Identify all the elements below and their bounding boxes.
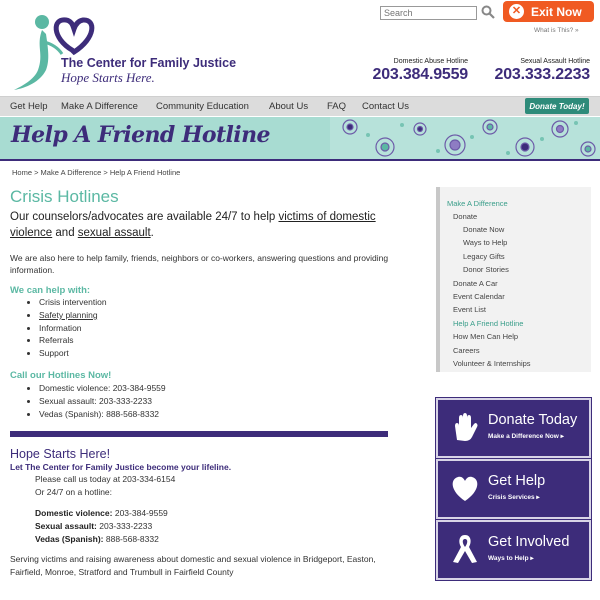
org-tagline: Hope Starts Here. bbox=[61, 70, 155, 85]
sexual-assault-hotline-number[interactable]: 203.333.2233 bbox=[494, 66, 590, 83]
list-item: • Support bbox=[39, 347, 107, 360]
hotline-row: Vedas (Spanish): 888-568-8332 bbox=[35, 534, 159, 544]
lead-paragraph: Our counselors/advocates are available 24/7 to help victims of domestic violence and sexual assault. bbox=[10, 211, 376, 239]
cta-subtitle: Crisis Services ▸ bbox=[488, 494, 540, 501]
sidebar-nav bbox=[436, 187, 591, 372]
org-name: The Center for Family Justice bbox=[61, 56, 237, 70]
sidebar-item-donate-a-car[interactable]: Donate A Car bbox=[453, 279, 498, 288]
banner-divider bbox=[0, 159, 600, 161]
donate-today-button[interactable]: Donate Today! bbox=[525, 98, 589, 114]
cta-title: Donate Today bbox=[488, 412, 578, 428]
or-247-text: Or 24/7 on a hotline: bbox=[35, 487, 113, 497]
floral-pattern-icon bbox=[330, 117, 600, 159]
heart-icon bbox=[448, 471, 482, 505]
nav-community-education[interactable]: Community Education bbox=[156, 101, 249, 112]
crisis-hotlines-heading: Crisis Hotlines bbox=[10, 187, 119, 206]
nav-about-us[interactable]: About Us bbox=[269, 101, 309, 112]
sidebar-item-volunteer-internships[interactable]: Volunteer & Internships bbox=[453, 359, 531, 368]
info-paragraph: We are also here to help family, friends, neighbors or co-workers, answering questions and providing information. bbox=[10, 253, 389, 275]
breadcrumb[interactable]: Home > Make A Difference > Help A Friend Hotline bbox=[12, 168, 181, 177]
serving-paragraph: Serving victims and raising awareness about domestic and sexual violence in Bridgeport, Easton, Fairfield, Monroe, Stratford and Trumbull in Fairfield County bbox=[10, 554, 376, 577]
cta-title: Get Involved bbox=[488, 534, 570, 550]
search-icon[interactable] bbox=[481, 5, 495, 19]
list-item: • Vedas (Spanish): 888-568-8332 bbox=[39, 408, 166, 421]
call-hotlines-heading: Call our Hotlines Now! bbox=[10, 370, 112, 381]
sexual-assault-hotline-label: Sexual Assault Hotline bbox=[520, 58, 590, 65]
sidebar-item-legacy-gifts[interactable]: Legacy Gifts bbox=[463, 252, 505, 261]
sidebar-item-how-men-can-help[interactable]: How Men Can Help bbox=[453, 332, 519, 341]
help-list bbox=[26, 296, 107, 360]
sidebar-item-careers[interactable]: Careers bbox=[453, 346, 480, 355]
hope-heading: Hope Starts Here! bbox=[10, 447, 111, 461]
nav-make-a-difference[interactable]: Make A Difference bbox=[61, 101, 138, 112]
page-banner bbox=[0, 117, 600, 159]
call-list bbox=[26, 382, 166, 420]
close-icon: ✕ bbox=[509, 4, 524, 19]
get-help-cta[interactable] bbox=[436, 459, 591, 519]
what-is-this-link[interactable]: What is This? » bbox=[534, 27, 579, 34]
page-title: Help A Friend Hotline bbox=[11, 122, 270, 148]
domestic-hotline-label: Domestic Abuse Hotline bbox=[393, 58, 468, 65]
search-input[interactable] bbox=[380, 6, 477, 20]
sidebar-item-donor-stories[interactable]: Donor Stories bbox=[463, 265, 509, 274]
hand-icon bbox=[448, 410, 482, 444]
help-with-heading: We can help with: bbox=[10, 285, 91, 296]
hotline-row: Domestic violence: 203-384-9559 bbox=[35, 508, 168, 518]
get-involved-cta[interactable] bbox=[436, 520, 591, 580]
sidebar-item-ways-to-help[interactable]: Ways to Help bbox=[463, 238, 508, 247]
hotline-row: Sexual assault: 203-333-2233 bbox=[35, 521, 153, 531]
nav-get-help[interactable]: Get Help bbox=[10, 101, 48, 112]
sidebar-item-help-a-friend-hotline[interactable]: Help A Friend Hotline bbox=[453, 319, 524, 328]
domestic-hotline-number[interactable]: 203.384.9559 bbox=[372, 66, 468, 83]
nav-faq[interactable]: FAQ bbox=[327, 101, 347, 112]
cta-title: Get Help bbox=[488, 473, 546, 489]
sidebar-item-donate[interactable]: Donate bbox=[453, 212, 478, 221]
section-divider bbox=[10, 431, 388, 437]
nav-contact-us[interactable]: Contact Us bbox=[362, 101, 409, 112]
ribbon-icon bbox=[448, 532, 482, 566]
exit-now-button[interactable] bbox=[503, 1, 594, 22]
list-item: • Sexual assault: 203-333-2233 bbox=[39, 395, 166, 408]
safety-planning-link[interactable]: • Safety planning bbox=[39, 309, 107, 322]
sidebar-item-donate-now[interactable]: Donate Now bbox=[463, 225, 505, 234]
list-item: • Information bbox=[39, 322, 107, 335]
list-item: • Referrals bbox=[39, 334, 107, 347]
exit-now-label: Exit Now bbox=[531, 4, 582, 19]
lifeline-subheading: Let The Center for Family Justice become your lifeline. bbox=[10, 462, 232, 472]
cta-subtitle: Make a Difference Now ▸ bbox=[488, 433, 564, 440]
cta-subtitle: Ways to Help ▸ bbox=[488, 555, 534, 562]
victims-link[interactable]: victims of domestic violence bbox=[10, 211, 376, 239]
donate-today-cta[interactable] bbox=[436, 398, 591, 458]
list-item: • Crisis intervention bbox=[39, 296, 107, 309]
sexual-assault-link[interactable]: sexual assault bbox=[77, 227, 151, 239]
list-item: • Domestic violence: 203-384-9559 bbox=[39, 382, 166, 395]
call-today-text: Please call us today at 203-334-6154 bbox=[35, 474, 176, 484]
sidebar-item-make-a-difference[interactable]: Make A Difference bbox=[447, 199, 508, 208]
main-nav bbox=[0, 96, 600, 116]
sidebar-item-event-list[interactable]: Event List bbox=[453, 305, 486, 314]
sidebar-item-event-calendar[interactable]: Event Calendar bbox=[453, 292, 505, 301]
